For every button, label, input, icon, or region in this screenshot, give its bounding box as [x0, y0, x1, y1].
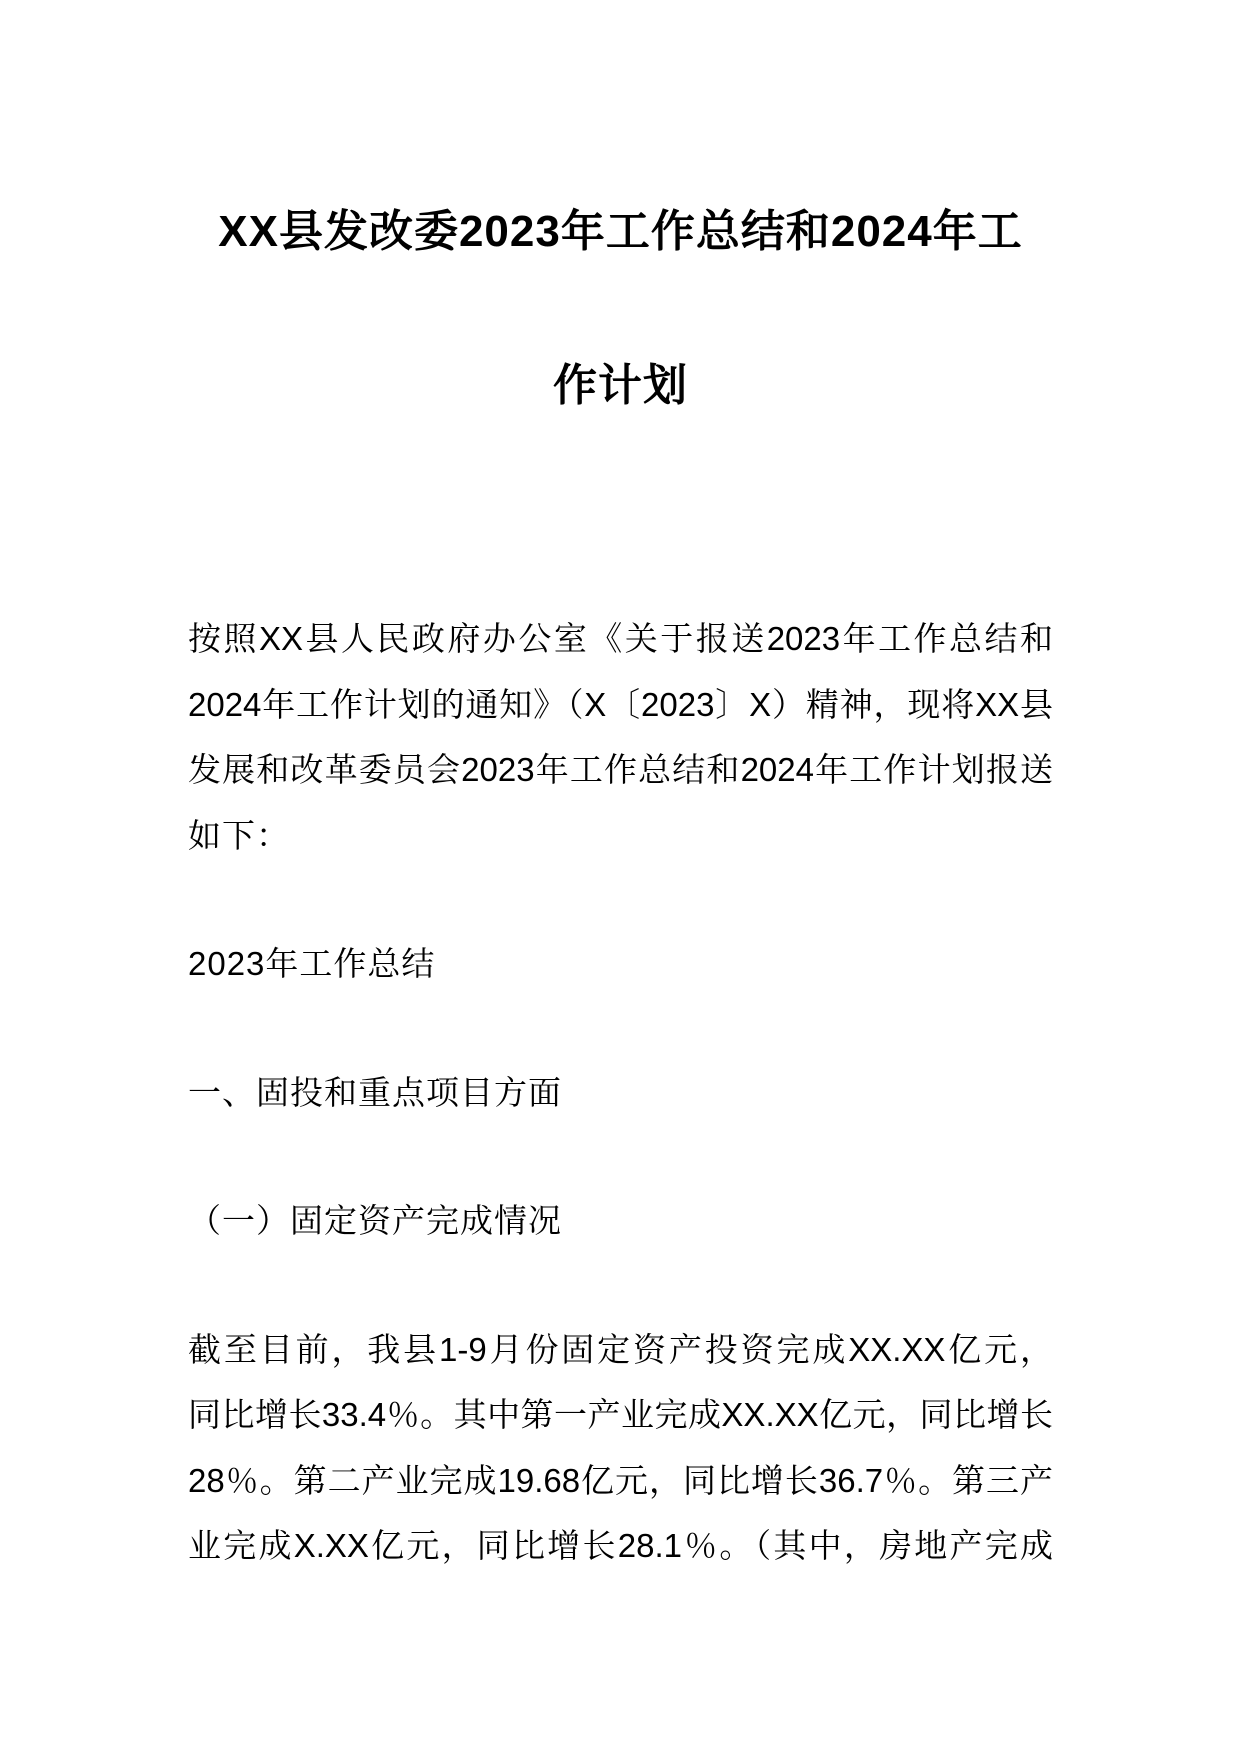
paragraph-section-title [188, 931, 1053, 997]
title-line: 作计划 [553, 361, 688, 410]
heading-line: （一）固定资产完成情况 [188, 1202, 562, 1239]
paragraph-heading-1-1 [188, 1188, 1053, 1254]
document-content [188, 155, 1053, 1579]
section-title-line: 2023年工作总结 [188, 945, 436, 982]
body-line: 同比增长33.4％。其中第一产业完成XX.XX亿元，同比增长 [188, 1396, 1053, 1433]
intro-line: 按照XX县人民政府办公室《关于报送2023年工作总结和 [188, 620, 1053, 657]
body-line: 截至目前，我县1-9月份固定资产投资完成XX.XX亿元， [188, 1330, 1053, 1368]
title-line: XX县发改委2023年工作总结和2024年工 [218, 207, 1023, 256]
document-title [188, 155, 1053, 463]
body-line: 业完成X.XX亿元，同比增长28.1％。（其中，房地产完成 [188, 1527, 1053, 1564]
paragraph-body [188, 1317, 1053, 1579]
body-line: 28％。第二产业完成19.68亿元，同比增长36.7％。第三产 [188, 1461, 1053, 1499]
heading-line: 一、固投和重点项目方面 [188, 1073, 562, 1111]
intro-line: 2024年工作计划的通知》（X〔2023〕X）精神，现将XX县 [188, 685, 1053, 723]
paragraph-heading-1 [188, 1060, 1053, 1126]
intro-line: 如下： [188, 816, 290, 854]
paragraph-intro [188, 606, 1053, 868]
intro-line: 发展和改革委员会2023年工作总结和2024年工作计划报送 [188, 751, 1053, 788]
